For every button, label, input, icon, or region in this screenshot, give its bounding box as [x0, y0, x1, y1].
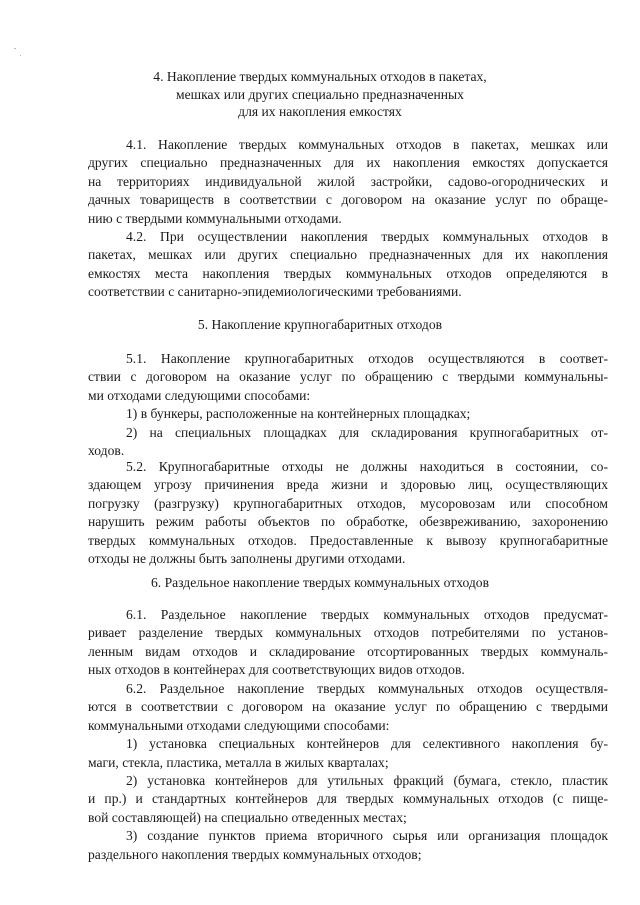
text-line: 5.2. Крупногабаритные отходы не должны находиться в состоянии, со- [126, 459, 608, 474]
text-line: ми отходами следующими способами: [88, 387, 311, 403]
text-line: ривает разделение твердых коммунальных отходов потребителями по установ- [88, 625, 608, 641]
text-line: емкостях места накопления твердых коммунальных отходов определяются в [88, 265, 608, 281]
list-item: 3) создание пунктов приема вторичного сырья или организация площадок [126, 828, 608, 844]
heading-line: 4. Накопление твердых коммунальных отходов в пакетах, [153, 69, 487, 84]
text-line: ных отходов в контейнерах для соответствующих видов отходов. [88, 662, 465, 678]
text-line: ются в соответствии с договором на оказание услуг по обращению с твердыми [88, 699, 608, 715]
list-item: 1) в бункеры, расположенные на контейнерных площадках; [126, 406, 471, 422]
scan-artifact [20, 55, 21, 56]
list-item: 1) установка специальных контейнеров для селективного накопления бу- [126, 736, 608, 752]
text-line: 5.1. Накопление крупногабаритных отходов осуществляются в соответ- [126, 351, 608, 366]
heading-line: для их накопления емкостях [238, 104, 402, 119]
text-line: погрузку (разгрузку) крупногабаритных отходов, мусоровозам или способном [88, 495, 608, 511]
paragraph-5-2 [88, 458, 608, 568]
heading-line: мешках или других специально предназначенных [176, 86, 464, 102]
text-line: 6.2. Раздельное накопление твердых коммунальных отходов осуществля- [126, 681, 608, 696]
paragraph-4-2 [88, 228, 608, 302]
text-line: других специально предназначенных для их накопления емкостях допускается [88, 155, 608, 171]
text-line: и пр.) и стандартных контейнеров для твердых коммунальных отходов (с пище- [88, 791, 608, 807]
list-item: 2) установка контейнеров для утильных фракций (бумага, стекло, пластик [126, 772, 608, 788]
text-line: ленным видам отходов и складирование отсортированных твердых коммуналь- [88, 643, 608, 659]
text-line: 4.2. При осуществлении накопления твердых коммунальных отходов в [126, 229, 608, 244]
text-line: здающем угрозу причинения вреда жизни и здоровью лиц, осуществляющих [88, 477, 608, 493]
text-line: ствии с договором на оказание услуг по обращению с твердыми коммунальны- [88, 369, 608, 385]
text-line: маги, стекла, пластика, металла в жилых кварталах; [88, 754, 389, 770]
paragraph-4-1 [88, 136, 608, 228]
text-line: твердых коммунальных отходов. Предоставленные к вывозу крупногабаритные [88, 532, 608, 548]
text-line: коммунальными отходами следующими способами: [88, 717, 390, 733]
paragraph-6-2 [88, 680, 608, 864]
text-line: раздельного накопления твердых коммунальных отходов; [88, 846, 422, 862]
text-line: нию с твердыми коммунальными отходами. [88, 210, 342, 226]
list-item: 2) на специальных площадках для складирования крупногабаритных от- [126, 424, 608, 440]
text-line: отходы не должны быть заполнены другими отходами. [88, 550, 406, 566]
section-6-heading [0, 574, 640, 592]
text-line: нарушить режим работы объектов по обработке, обезвреживанию, захоронению [88, 514, 608, 530]
section-5-heading [0, 316, 640, 334]
paragraph-6-1 [88, 606, 608, 680]
text-line: 4.1. Накопление твердых коммунальных отходов в пакетах, мешках или [126, 137, 608, 152]
heading-line: 5. Накопление крупногабаритных отходов [197, 317, 443, 332]
text-line: ходов. [88, 442, 125, 458]
text-line: 6.1. Раздельное накопление твердых коммунальных отходов предусмат- [126, 607, 608, 622]
text-line: пакетах, мешках или других специально предназначенных для их накопления [88, 247, 608, 263]
text-line: на территориях индивидуальной жилой застройки, садово-огороднических и [88, 173, 608, 189]
heading-line: 6. Раздельное накопление твердых коммунальных отходов [150, 575, 490, 590]
paragraph-5-1 [88, 350, 608, 460]
scan-artifact [14, 48, 16, 49]
section-4-heading [0, 68, 640, 121]
text-line: дачных товариществ в соответствии с договором на оказание услуг по обраще- [88, 192, 608, 208]
text-line: вой составляющей) на специально отведенных местах; [88, 809, 407, 825]
text-line: соответствии с санитарно-эпидемиологическими требованиями. [88, 284, 462, 300]
